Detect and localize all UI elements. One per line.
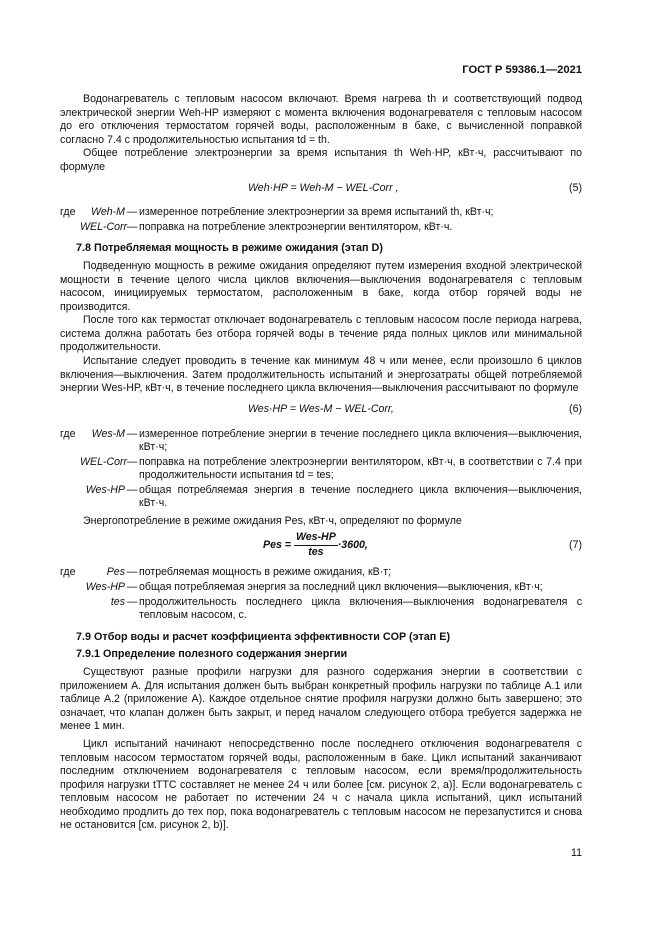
definition-dash: — <box>126 455 138 468</box>
paragraph-4: После того как термостат отключает водонагреватель с тепловым насосом после периода нагрева, система должна работать без отбора горячей воды в течение ряда полных циклов или минимальной продолжительности. <box>60 314 582 354</box>
definition-dash: — <box>126 427 138 440</box>
definition-dash: — <box>126 220 138 233</box>
definition-sym: Pes <box>106 566 125 579</box>
formula-7-lhs: Pes = <box>263 539 291 552</box>
definition-row <box>60 566 582 580</box>
definition-row <box>60 206 582 220</box>
section-7-9-1-heading: 7.9.1 Определение полезного содержания энергии <box>76 648 348 661</box>
formula-7 <box>60 528 582 562</box>
formula-7-definitions <box>60 566 582 622</box>
definition-sym: WEL-Corr <box>80 455 128 468</box>
paragraph-2: Общее потребление электроэнергии за время испытания th Weh·HP, кВт·ч, рассчитывают по формуле <box>60 147 582 173</box>
definition-dash: — <box>126 581 138 594</box>
definition-row <box>60 581 582 595</box>
formula-7-number: (7) <box>569 538 582 551</box>
formula-7-expression <box>263 531 368 559</box>
definition-lead: где <box>60 206 76 219</box>
definition-desc: продолжительность последнего цикла включения—выключения водонагревателя с тепловым насосом, с. <box>139 595 582 622</box>
section-7-9-heading: 7.9 Отбор воды и расчет коэффициента эффективности COP (этап E) <box>76 630 451 643</box>
paragraph-6: Энергопотребление в режиме ожидания Pes, кВт·ч, определяют по формуле <box>83 514 462 527</box>
paragraph-5: Испытание следует проводить в течение как минимум 48 ч или менее, если произошло 6 циклов включения—выключения. Затем продолжительность испытаний и энергозатраты общей потребляемой энергии Wes-HP, кВт·ч, в течение последнего цикла включения—выключения рассчитывают по формуле <box>60 355 582 395</box>
paragraph-8: Цикл испытаний начинают непосредственно после последнего отключения водонагревателя с тепловым насосом термостатом горячей воды, расположенным в баке. Цикл испытаний заканчивают последним отключением водонагревателя с тепловым насосом, если время/продолжительность профиля нагрузки tTTC составляет не менее 24 ч или более [см. рисунок 2, а)]. Если водонагреватель с тепловым насосом не работает по истечении 24 ч с начала цикла испытаний, цикл испытаний необходимо продлить до тех пор, пока водонагреватель с тепловым насосом не перезапустится и снова не остановится [см. рисунок 2, b)]. <box>60 738 582 832</box>
document-content <box>60 93 582 833</box>
paragraph-7: Существуют разные профили нагрузки для разного содержания энергии в соответствии с приложением А. Для испытания должен быть выбран конкретный профиль нагрузки по таблице А.1 или таблице А.2 (приложение А). Каждое отдельное снятие профиля нагрузки должно быть завершено; это означает, что клапан должен быть закрыт, и перед началом следующего отбора требуется задержка не менее 1 мин. <box>60 666 582 733</box>
definition-sym: tes <box>110 595 125 608</box>
paragraph-3: Подведенную мощность в режиме ожидания определяют путем измерения входной электрической мощности в течение целого числа циклов включения—выключения водонагревателя с тепловым насосом, инициируемых термостатом, расположенным в баке, когда отбор горячей воды не производится. <box>60 260 582 313</box>
formula-7-fraction <box>294 531 338 559</box>
definition-dash: — <box>126 483 138 496</box>
paragraph-1: Водонагреватель с тепловым насосом включают. Время нагрева th и соответствующий подвод электрической энергии Weh-HP измеряют с момента включения водонагревателя с тепловым насосом до его отключения термостатом горячей воды, расположенным в баке, с вычисленной поправкой согласно 7.4 с продолжительностью испытания td = th. <box>60 93 582 146</box>
formula-7-denominator: tes <box>308 545 324 558</box>
definition-dash: — <box>126 206 138 219</box>
definition-desc: общая потребляемая энергия в течение последнего цикла включения—выключения, кВт·ч. <box>139 483 582 510</box>
definition-sym: Wes-M <box>91 427 125 440</box>
definition-row <box>60 456 582 483</box>
definition-dash: — <box>126 566 138 579</box>
definition-desc: поправка на потребление электроэнергии вентилятором, кВт·ч, в соответствии с 7.4 при продолжительности испытания td = tes; <box>139 455 582 482</box>
formula-6-number: (6) <box>569 402 582 415</box>
formula-7-numerator: Wes-HP <box>294 531 338 546</box>
definition-dash: — <box>126 595 138 608</box>
formula-6-definitions <box>60 428 582 511</box>
definition-sym: Wes-HP <box>85 483 125 496</box>
definition-lead: где <box>60 566 76 579</box>
definition-desc: потребляемая мощность в режиме ожидания, кВ·т; <box>139 566 392 579</box>
definition-row <box>60 428 582 455</box>
definition-desc: измеренное потребление энергии в течение последнего цикла включения—выключения, кВт·ч; <box>139 427 582 454</box>
definition-sym: Weh-M <box>91 206 125 219</box>
definition-lead: где <box>60 427 76 440</box>
formula-7-rhs: ·3600, <box>337 539 368 552</box>
formula-5-definitions <box>60 206 582 234</box>
definition-desc: измеренное потребление электроэнергии за время испытаний th, кВт·ч; <box>139 206 494 219</box>
definition-row <box>60 484 582 511</box>
page-number: 11 <box>571 847 582 859</box>
formula-5-expression: Weh·HP = Weh-M − WEL-Corr , <box>248 181 399 194</box>
definition-sym: WEL-Corr <box>80 220 128 233</box>
formula-5-number: (5) <box>569 181 582 194</box>
definition-desc: поправка на потребление электроэнергии вентилятором, кВт·ч. <box>139 220 453 233</box>
definition-desc: общая потребляемая энергия за последний цикл включения—выключения, кВт·ч; <box>139 581 543 594</box>
section-7-8-heading: 7.8 Потребляемая мощность в режиме ожидания (этап D) <box>76 242 383 255</box>
formula-6-expression: Wes·HP = Wes-M − WEL-Corr, <box>248 402 394 415</box>
formula-6 <box>60 396 582 424</box>
document-id: ГОСТ Р 59386.1—2021 <box>462 64 582 76</box>
definition-sym: Wes-HP <box>85 581 125 594</box>
definition-row <box>60 221 582 235</box>
definition-row <box>60 596 582 623</box>
formula-5 <box>60 174 582 202</box>
